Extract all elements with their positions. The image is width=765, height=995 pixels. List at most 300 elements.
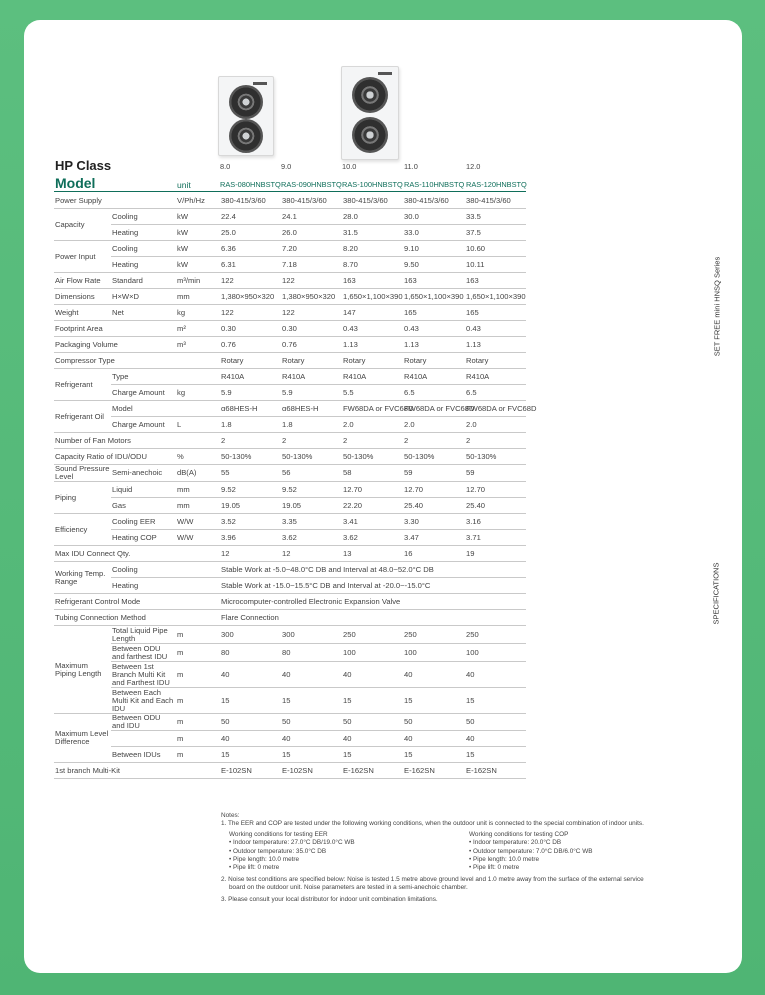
spec-value: 12.70: [465, 482, 526, 498]
spec-unit: [176, 594, 220, 610]
spec-value: 7.20: [281, 241, 342, 257]
spec-unit: m³: [176, 337, 220, 353]
spec-value: 100: [403, 644, 465, 662]
spec-unit: kW: [176, 209, 220, 225]
spec-unit: m³/min: [176, 273, 220, 289]
spec-value: 8.70: [342, 257, 403, 273]
spec-row: [54, 662, 526, 688]
fan-icon: [229, 85, 263, 119]
spec-value: 3.47: [403, 530, 465, 546]
spec-value-span: Flare Connection: [220, 610, 526, 626]
note-3: 3. Please consult your local distributor for indoor unit combination limitations.: [221, 895, 438, 903]
unit-image-large: [341, 66, 399, 160]
spec-row: [54, 714, 526, 731]
spec-value: 1.13: [403, 337, 465, 353]
hp-value: 8.0: [220, 162, 231, 171]
spec-parameter: Capacity Ratio of IDU/ODU: [54, 449, 176, 465]
spec-value: 122: [281, 273, 342, 289]
spec-unit: mm: [176, 498, 220, 514]
spec-row: [54, 747, 526, 763]
spec-subparameter: Total Liquid Pipe Length: [111, 626, 176, 644]
spec-unit: W/W: [176, 530, 220, 546]
spec-value: 12.70: [342, 482, 403, 498]
spec-value: 163: [342, 273, 403, 289]
spec-subparameter: Between IDUs: [111, 747, 176, 763]
spec-row: [54, 353, 526, 369]
spec-subparameter: Cooling: [111, 241, 176, 257]
spec-value: 2: [281, 433, 342, 449]
spec-subparameter: Liquid: [111, 482, 176, 498]
spec-unit: mm: [176, 482, 220, 498]
spec-value: Rotary: [342, 353, 403, 369]
spec-parameter: Efficiency: [54, 514, 111, 546]
spec-parameter: Maximum Level Difference: [54, 714, 111, 763]
spec-row: [54, 321, 526, 337]
eer-line: • Indoor temperature: 27.0°C DB/19.0°C WB: [229, 839, 355, 847]
spec-row: [54, 644, 526, 662]
spec-parameter: Dimensions: [54, 289, 111, 305]
spec-value: 10.11: [465, 257, 526, 273]
spec-unit: [176, 546, 220, 562]
specifications-table: [54, 193, 537, 779]
spec-value: 33.5: [465, 209, 526, 225]
series-side-label: SET FREE mini HNSQ Series: [712, 256, 722, 357]
spec-value: 50-130%: [281, 449, 342, 465]
spec-parameter: Piping: [54, 482, 111, 514]
spec-value: 1.13: [465, 337, 526, 353]
spec-row: [54, 763, 526, 779]
spec-parameter: Number of Fan Motors: [54, 433, 176, 449]
spec-value: 12: [281, 546, 342, 562]
spec-row: [54, 578, 526, 594]
spec-value: 9.52: [281, 482, 342, 498]
spec-value: 6.36: [220, 241, 281, 257]
spec-value: 2.0: [403, 417, 465, 433]
spec-value: 40: [220, 662, 281, 688]
spec-unit: [176, 433, 220, 449]
spec-value: R410A: [281, 369, 342, 385]
spec-row: [54, 289, 526, 305]
spec-value: 380-415/3/60: [403, 193, 465, 209]
spec-row: [54, 688, 526, 714]
spec-row: [54, 273, 526, 289]
spec-parameter: Air Flow Rate: [54, 273, 111, 289]
spec-value: 0.76: [281, 337, 342, 353]
spec-value: 5.5: [342, 385, 403, 401]
spec-value-span: Microcomputer-controlled Electronic Expansion Valve: [220, 594, 526, 610]
spec-value: 19: [465, 546, 526, 562]
spec-value: E-162SN: [403, 763, 465, 779]
spec-value: 122: [281, 305, 342, 321]
spec-subparameter: Cooling: [111, 562, 176, 578]
spec-value: FW68DA or FVC68D: [403, 401, 465, 417]
cop-line: • Outdoor temperature: 7.0°C DB/6.0°C WB: [469, 847, 593, 855]
spec-value: 28.0: [342, 209, 403, 225]
spec-row: [54, 449, 526, 465]
spec-value: R410A: [342, 369, 403, 385]
hp-value: 9.0: [281, 162, 292, 171]
spec-row: [54, 514, 526, 530]
spec-value: 40: [342, 731, 403, 747]
spec-value: E-102SN: [220, 763, 281, 779]
spec-unit: %: [176, 449, 220, 465]
spec-value: 26.0: [281, 225, 342, 241]
notes-section: [221, 812, 701, 904]
hp-value: 12.0: [466, 162, 481, 171]
unit-image-small: [218, 76, 274, 156]
spec-value: 2: [465, 433, 526, 449]
spec-value: 1,650×1,100×390: [342, 289, 403, 305]
spec-row: [54, 530, 526, 546]
spec-value: α68HES-H: [220, 401, 281, 417]
spec-value: 0.30: [220, 321, 281, 337]
spec-parameter: Refrigerant Control Mode: [54, 594, 176, 610]
spec-unit: m²: [176, 321, 220, 337]
eer-heading: Working conditions for testing EER: [229, 830, 328, 838]
cop-conditions: [461, 831, 701, 873]
spec-subparameter: Charge Amount: [111, 417, 176, 433]
spec-value: 2: [220, 433, 281, 449]
spec-value: R410A: [465, 369, 526, 385]
spec-subparameter: Gas: [111, 498, 176, 514]
spec-unit: L: [176, 417, 220, 433]
spec-value: 1.13: [342, 337, 403, 353]
header-divider: [54, 191, 526, 192]
spec-value: 22.4: [220, 209, 281, 225]
spec-unit: m: [176, 662, 220, 688]
spec-row: [54, 257, 526, 273]
spec-value: 40: [342, 662, 403, 688]
spec-unit: m: [176, 626, 220, 644]
spec-unit: [176, 401, 220, 417]
spec-value: 380-415/3/60: [220, 193, 281, 209]
spec-value: 15: [342, 688, 403, 714]
spec-value: 50: [465, 714, 526, 731]
spec-value: 22.20: [342, 498, 403, 514]
spec-value: 2: [342, 433, 403, 449]
spec-value: 40: [403, 731, 465, 747]
spec-value: 1,380×950×320: [220, 289, 281, 305]
spec-unit: m: [176, 714, 220, 731]
spec-row: [54, 193, 526, 209]
spec-value: 15: [465, 688, 526, 714]
model-code: RAS-110HNBSTQ: [404, 180, 465, 189]
spec-row: [54, 546, 526, 562]
spec-value: 9.50: [403, 257, 465, 273]
spec-value: 50: [342, 714, 403, 731]
spec-value: 40: [281, 731, 342, 747]
spec-unit: [176, 369, 220, 385]
spec-value: 122: [220, 305, 281, 321]
spec-value: Rotary: [465, 353, 526, 369]
eer-conditions: [221, 831, 461, 873]
spec-subparameter: Heating: [111, 257, 176, 273]
spec-unit: V/Ph/Hz: [176, 193, 220, 209]
spec-value: 163: [465, 273, 526, 289]
cop-line: • Pipe lift: 0 metre: [469, 864, 520, 872]
spec-value: 250: [403, 626, 465, 644]
spec-value: 50: [220, 714, 281, 731]
spec-value: 6.5: [403, 385, 465, 401]
spec-value: 3.35: [281, 514, 342, 530]
spec-value: 6.31: [220, 257, 281, 273]
spec-parameter: Packaging Volume: [54, 337, 176, 353]
spec-parameter: Power Supply: [54, 193, 176, 209]
note-2-cont: board on the outdoor unit. Noise parameters are tested in a semi-anechoic chamber.: [229, 884, 468, 892]
spec-value: 3.16: [465, 514, 526, 530]
spec-value: 13: [342, 546, 403, 562]
spec-parameter: Capacity: [54, 209, 111, 241]
spec-value: 1,650×1,100×390: [465, 289, 526, 305]
spec-row: [54, 369, 526, 385]
brand-logo-icon: [378, 72, 392, 75]
spec-value: 59: [403, 465, 465, 482]
spec-value: 15: [281, 747, 342, 763]
spec-value: 0.43: [403, 321, 465, 337]
spec-value: 80: [220, 644, 281, 662]
spec-parameter: Power Input: [54, 241, 111, 273]
spec-subparameter: Type: [111, 369, 176, 385]
spec-unit: m: [176, 747, 220, 763]
spec-value: 147: [342, 305, 403, 321]
spec-value: 40: [465, 731, 526, 747]
spec-parameter: Working Temp. Range: [54, 562, 111, 594]
spec-value: E-162SN: [465, 763, 526, 779]
spec-value: 163: [403, 273, 465, 289]
spec-subparameter: H×W×D: [111, 289, 176, 305]
spec-parameter: Refrigerant: [54, 369, 111, 401]
model-code: RAS-090HNBSTQ: [281, 180, 342, 189]
spec-parameter: Maximum Piping Length: [54, 626, 111, 714]
spec-value: 56: [281, 465, 342, 482]
spec-value: 0.76: [220, 337, 281, 353]
notes-title: Notes:: [221, 812, 240, 819]
spec-unit: dB(A): [176, 465, 220, 482]
spec-parameter: Sound Pressure Level: [55, 464, 110, 481]
spec-subparameter: Between ODU and farthest IDU: [111, 644, 176, 662]
spec-value-span: Stable Work at -5.0~48.0°C DB and Interval at 48.0~52.0°C DB: [220, 562, 526, 578]
spec-unit: kg: [176, 305, 220, 321]
spec-row: [54, 433, 526, 449]
spec-row: [54, 401, 526, 417]
spec-unit: m: [176, 688, 220, 714]
spec-subparameter: Cooling: [111, 209, 176, 225]
spec-parameter: Weight: [54, 305, 111, 321]
spec-subparameter: Between ODU and IDU: [111, 714, 176, 731]
spec-value: 50: [281, 714, 342, 731]
spec-value: 2.0: [342, 417, 403, 433]
spec-value: 380-415/3/60: [281, 193, 342, 209]
spec-value: 59: [465, 465, 526, 482]
spec-value: 1,650×1,100×390: [403, 289, 465, 305]
spec-value: 3.71: [465, 530, 526, 546]
spec-value: Rotary: [403, 353, 465, 369]
spec-value: Rotary: [281, 353, 342, 369]
spec-value: 9.10: [403, 241, 465, 257]
spec-value: 40: [220, 731, 281, 747]
spec-value: 30.0: [403, 209, 465, 225]
spec-unit: kW: [176, 241, 220, 257]
section-side-label: SPECIFICATIONS: [711, 562, 721, 625]
hp-value: 10.0: [342, 162, 357, 171]
spec-value: 3.52: [220, 514, 281, 530]
spec-value: 2.0: [465, 417, 526, 433]
spec-value: 12: [220, 546, 281, 562]
spec-unit: [176, 610, 220, 626]
spec-value: 25.40: [403, 498, 465, 514]
spec-value: 0.43: [465, 321, 526, 337]
spec-row: [54, 626, 526, 644]
spec-value: 19.05: [281, 498, 342, 514]
spec-value: 31.5: [342, 225, 403, 241]
spec-value: 50-130%: [465, 449, 526, 465]
spec-row: [54, 731, 526, 747]
spec-value: 1.8: [220, 417, 281, 433]
spec-subparameter: Between Each Multi Kit and Each IDU: [111, 688, 176, 714]
spec-row: [54, 594, 526, 610]
spec-unit: [176, 763, 220, 779]
spec-subparameter: Heating: [111, 225, 176, 241]
spec-parameter: Compressor Type: [54, 353, 176, 369]
unit-column-heading: unit: [177, 180, 191, 190]
spec-value: 19.05: [220, 498, 281, 514]
spec-subparameter: Semi-anechoic: [111, 465, 176, 482]
spec-value: R410A: [220, 369, 281, 385]
spec-unit: m: [176, 731, 220, 747]
spec-value: 40: [403, 662, 465, 688]
hp-class-heading: HP Class: [55, 158, 112, 173]
spec-row: [54, 482, 526, 498]
spec-value: 24.1: [281, 209, 342, 225]
fan-icon: [229, 119, 263, 153]
cop-line: • Pipe length: 10.0 metre: [469, 856, 540, 864]
spec-value: 58: [342, 465, 403, 482]
note-2: 2. Noise test conditions are specified below: Noise is tested 1.5 metre above ground level and 1.0 metre away from the surface of the external service: [221, 875, 644, 883]
spec-parameter: Refrigerant Oil: [54, 401, 111, 433]
spec-row: [54, 225, 526, 241]
spec-value: 50-130%: [220, 449, 281, 465]
spec-value: 40: [465, 662, 526, 688]
spec-value: 50-130%: [342, 449, 403, 465]
note-1: 1. The EER and COP are tested under the following working conditions, when the outdoor unit is connected to the special combination of indoor units.: [221, 820, 644, 828]
fan-icon: [352, 77, 388, 113]
spec-value: 16: [403, 546, 465, 562]
spec-value: 250: [342, 626, 403, 644]
spec-value: 8.20: [342, 241, 403, 257]
spec-value: 100: [342, 644, 403, 662]
spec-value: 15: [220, 747, 281, 763]
spec-value: 7.18: [281, 257, 342, 273]
spec-value: 55: [220, 465, 281, 482]
spec-value: 0.30: [281, 321, 342, 337]
spec-value: 165: [403, 305, 465, 321]
spec-unit: kg: [176, 385, 220, 401]
spec-value: 122: [220, 273, 281, 289]
spec-value: 1.8: [281, 417, 342, 433]
spec-value: 380-415/3/60: [465, 193, 526, 209]
model-code: RAS-120HNBSTQ: [466, 180, 527, 189]
spec-row: [54, 385, 526, 401]
spec-value: 0.43: [342, 321, 403, 337]
spec-parameter: Footprint Area: [54, 321, 176, 337]
spec-subparameter: Standard: [111, 273, 176, 289]
spec-value: 15: [281, 688, 342, 714]
eer-line: • Pipe length: 10.0 metre: [229, 856, 300, 864]
hp-value: 11.0: [404, 162, 418, 171]
spec-value: 3.30: [403, 514, 465, 530]
spec-value: 15: [220, 688, 281, 714]
spec-unit: [176, 578, 220, 594]
spec-unit: [176, 353, 220, 369]
spec-value: 300: [220, 626, 281, 644]
spec-value: E-162SN: [342, 763, 403, 779]
spec-value: 15: [403, 688, 465, 714]
spec-unit: mm: [176, 289, 220, 305]
model-code: RAS-100HNBSTQ: [342, 180, 403, 189]
cop-heading: Working conditions for testing COP: [469, 830, 569, 838]
spec-value: 15: [465, 747, 526, 763]
spec-parameter: Max IDU Connect Qty.: [54, 546, 176, 562]
spec-value: 37.5: [465, 225, 526, 241]
spec-value: 9.52: [220, 482, 281, 498]
spec-subparameter: Net: [111, 305, 176, 321]
spec-unit: kW: [176, 257, 220, 273]
spec-value: 250: [465, 626, 526, 644]
spec-value: R410A: [403, 369, 465, 385]
spec-row: [54, 465, 526, 482]
spec-value: 3.41: [342, 514, 403, 530]
spec-value: 3.62: [342, 530, 403, 546]
spec-value: 3.96: [220, 530, 281, 546]
spec-row: [54, 305, 526, 321]
model-heading: Model: [55, 175, 96, 191]
spec-value: 6.5: [465, 385, 526, 401]
spec-value: 10.60: [465, 241, 526, 257]
spec-value: 25.0: [220, 225, 281, 241]
spec-value: 5.9: [281, 385, 342, 401]
spec-value: 33.0: [403, 225, 465, 241]
eer-line: • Pipe lift: 0 metre: [229, 864, 280, 872]
spec-unit: W/W: [176, 514, 220, 530]
spec-subparameter: Cooling EER: [111, 514, 176, 530]
spec-value: 50: [403, 714, 465, 731]
spec-row: [54, 241, 526, 257]
spec-parameter: Tubing Connection Method: [54, 610, 176, 626]
spec-value: 12.70: [403, 482, 465, 498]
spec-value: 50-130%: [403, 449, 465, 465]
spec-value: 100: [465, 644, 526, 662]
fan-icon: [352, 117, 388, 153]
spec-value: 3.62: [281, 530, 342, 546]
spec-subparameter: Heating: [111, 578, 176, 594]
spec-row: [54, 498, 526, 514]
spec-value: FW68DA or FVC68D: [465, 401, 526, 417]
spec-value: 15: [342, 747, 403, 763]
cop-line: • Indoor temperature: 20.0°C DB: [469, 839, 562, 847]
spec-value: Rotary: [220, 353, 281, 369]
spec-row: [54, 610, 526, 626]
spec-row: [54, 209, 526, 225]
spec-value: 165: [465, 305, 526, 321]
spec-value: FW68DA or FVC68D: [342, 401, 403, 417]
spec-subparameter: [111, 731, 176, 747]
spec-row: [54, 337, 526, 353]
spec-value: α68HES-H: [281, 401, 342, 417]
spec-unit: m: [176, 644, 220, 662]
spec-value-span: Stable Work at -15.0~15.5°C DB and Interval at -20.0~-15.0°C: [220, 578, 526, 594]
spec-value: 15: [403, 747, 465, 763]
spec-sheet-page: [24, 20, 742, 973]
